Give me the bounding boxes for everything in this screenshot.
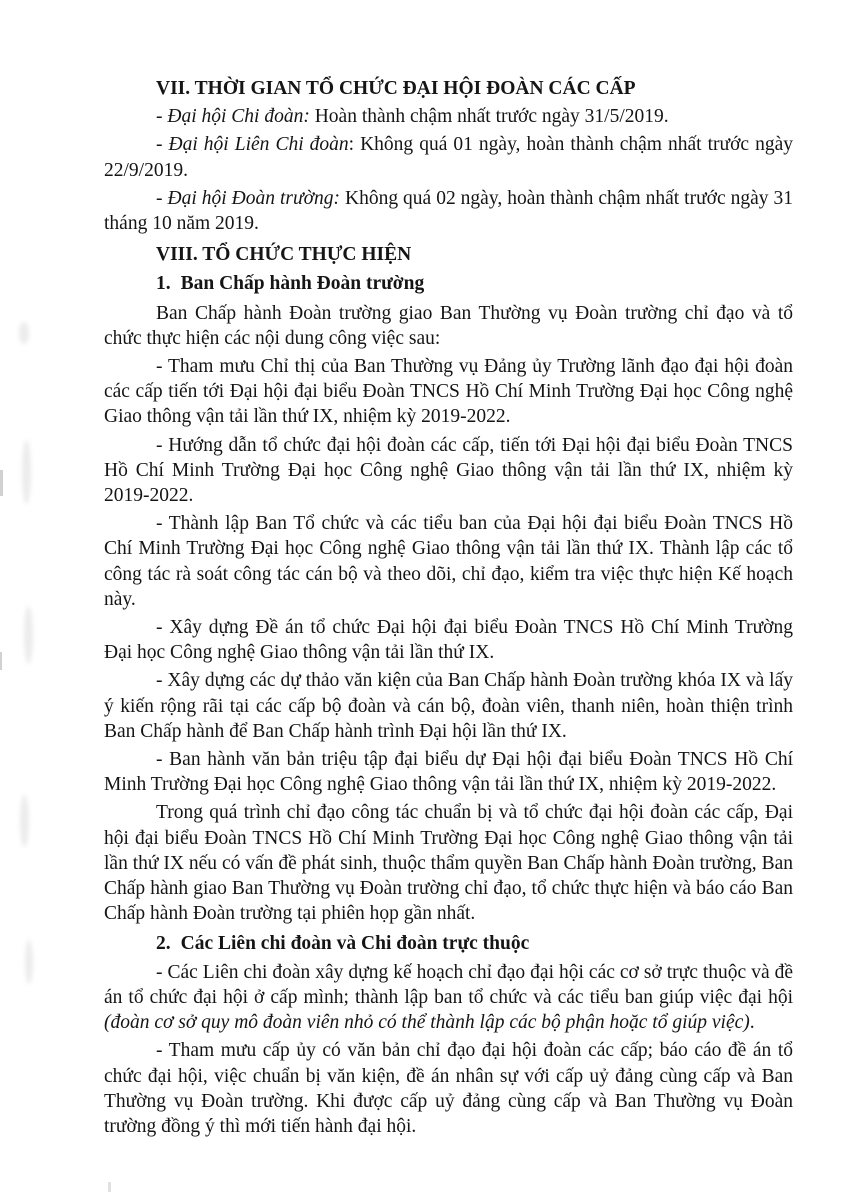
paragraph-text: - Xây dựng các dự thảo văn kiện của Ban Chấp hành Đoàn trường khóa IX và lấy ý kiến rộng rãi tại các cấp bộ đoàn và cán bộ, đoàn viên, thanh niên, hoàn thiện trình Ban Chấp hành để Ban Chấp hành trình Đại hội lần thứ IX. (104, 670, 793, 742)
scan-artifact (0, 652, 2, 670)
list-item-text: Hoàn thành chậm nhất trước ngày 31/5/2019. (309, 106, 669, 128)
paragraph-text: - Tham mưu cấp ủy có văn bản chỉ đạo đại hội đoàn các cấp; báo cáo đề án tổ chức đại hội, việc chuẩn bị văn kiện, đề án nhân sự với cấp uỷ đảng cùng cấp và Ban Thường vụ Đoàn trường. Khi được cấp uỷ đảng cùng cấp và Ban Thường vụ Đoàn trường đồng ý thì mới tiến hành đại hội. (104, 1040, 793, 1137)
list-item-doan-truong (104, 186, 793, 236)
sub-heading-text: Các Liên chi đoàn và Chi đoàn trực thuộc (180, 932, 530, 954)
paragraph-text: - Các Liên chi đoàn xây dựng kế hoạch chỉ đạo đại hội các cơ sở trực thuộc và đề án tổ chức đại hội ở cấp mình; thành lập ban tổ chức và các tiểu ban giúp việc đại hội (104, 961, 793, 1008)
list-item-tham-muu-chi-thi (104, 354, 793, 430)
body-paragraph (104, 301, 793, 351)
list-item-text: Không quá 02 ngày, hoàn thành chậm nhất trước ngày 31 tháng 10 năm 2019. (104, 187, 793, 235)
list-item-tham-muu-cap-uy (104, 1038, 793, 1139)
scan-artifact (24, 606, 33, 664)
section-heading-viii (104, 242, 793, 267)
scan-artifact (20, 795, 29, 847)
list-item-ban-hanh (104, 747, 793, 797)
list-item-xay-dung-du-thao (104, 668, 793, 744)
paragraph-text: Trong quá trình chỉ đạo công tác chuẩn bị và tổ chức đại hội đoàn các cấp, Đại hội đại biểu Đoàn TNCS Hồ Chí Minh Trường Đại học Công nghệ Giao thông vận tải lần thứ IX nếu có vấn đề phát sinh, thuộc thẩm quyền Ban Chấp hành Đoàn trường, Ban Chấp hành giao Ban Thường vụ Đoàn trường chỉ đạo, tổ chức thực hiện và báo cáo Ban Chấp hành Đoàn trường tại phiên họp gần nhất. (104, 802, 793, 925)
heading-text: VII. THỜI GIAN TỔ CHỨC ĐẠI HỘI ĐOÀN CÁC CẤP (156, 78, 636, 99)
list-item-huong-dan (104, 433, 793, 509)
section-heading-vii (104, 76, 793, 101)
paragraph-text: Ban Chấp hành Đoàn trường giao Ban Thường vụ Đoàn trường chỉ đạo và tổ chức thực hiện các nội dung công việc sau: (104, 302, 793, 349)
sub-heading-text: Ban Chấp hành Đoàn trường (180, 273, 425, 295)
scan-artifact (25, 940, 33, 984)
document-body (104, 76, 793, 1142)
paragraph-text: - Xây dựng Đề án tổ chức Đại hội đại biểu Đoàn TNCS Hồ Chí Minh Trường Đại học Công nghệ Giao thông vận tải lần thứ IX. (104, 617, 793, 664)
sub-heading-2 (104, 931, 793, 956)
list-item-lead-italic: - Đại hội Đoàn trường: (156, 187, 340, 209)
scan-artifact (22, 440, 31, 504)
list-item-cac-lien-chi-doan (104, 960, 793, 1036)
list-item-text: : Không quá 01 ngày, hoàn thành chậm nhất trước ngày 22/9/2019. (104, 134, 793, 181)
list-item-lien-chi-doan (104, 132, 793, 182)
scan-artifact (108, 1182, 111, 1192)
paragraph-text: - Thành lập Ban Tổ chức và các tiểu ban của Đại hội đại biểu Đoàn TNCS Hồ Chí Minh Trường Đại học Công nghệ Giao thông vận tải lần thứ IX. Thành lập các tổ công tác rà soát công tác cán bộ và theo dõi, chỉ đạo, kiểm tra việc thực hiện Kế hoạch này. (104, 513, 793, 610)
sub-heading-number: 2. (156, 932, 171, 954)
paragraph-text-italic: (đoàn cơ sở quy mô đoàn viên nhỏ có thể thành lập các bộ phận hoặc tổ giúp việc) (104, 1012, 750, 1034)
body-paragraph (104, 800, 793, 926)
scan-artifact (0, 470, 3, 496)
sub-heading-number: 1. (156, 273, 171, 295)
scan-artifact (19, 322, 29, 344)
paragraph-text: - Tham mưu Chỉ thị của Ban Thường vụ Đảng ủy Trường lãnh đạo đại hội đoàn các cấp tiến tới Đại hội đại biểu Đoàn TNCS Hồ Chí Minh Trường Đại học Công nghệ Giao thông vận tải lần thứ IX, nhiệm kỳ 2019-2022. (104, 356, 793, 428)
paragraph-text: - Hướng dẫn tổ chức đại hội đoàn các cấp, tiến tới Đại hội đại biểu Đoàn TNCS Hồ Chí Minh Trường Đại học Công nghệ Giao thông vận tải lần thứ IX, nhiệm kỳ 2019-2022. (104, 434, 793, 507)
paragraph-text: - Ban hành văn bản triệu tập đại biểu dự Đại hội đại biểu Đoàn TNCS Hồ Chí Minh Trường Đại học Công nghệ Giao thông vận tải lần thứ IX, nhiệm kỳ 2019-2022. (104, 749, 793, 796)
list-item-lead-italic: - Đại hội Chi đoàn: (156, 106, 310, 128)
list-item-chi-doan (104, 104, 793, 129)
list-item-thanh-lap (104, 511, 793, 612)
heading-text: VIII. TỔ CHỨC THỰC HIỆN (156, 244, 412, 266)
paragraph-text: . (749, 1012, 755, 1034)
sub-heading-1 (104, 271, 793, 296)
list-item-lead-italic: - Đại hội Liên Chi đoàn (156, 134, 349, 156)
list-item-xay-dung-de-an (104, 615, 793, 665)
